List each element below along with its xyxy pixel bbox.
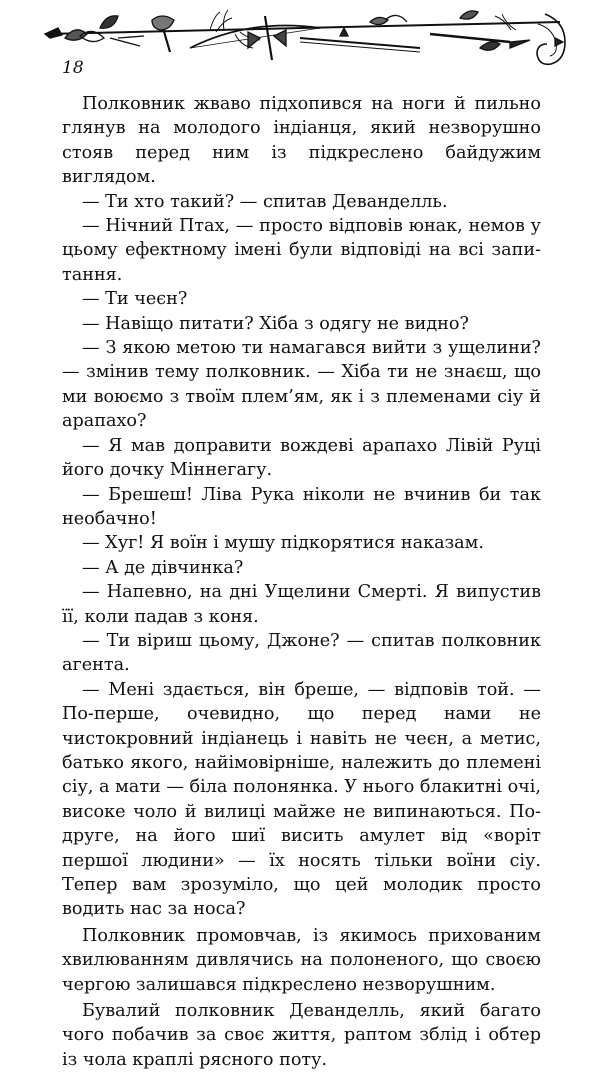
paragraph: — Хуг! Я воїн і мушу підкорятися наказам. (82, 533, 484, 554)
page-number: 18 (62, 58, 84, 78)
decorative-weapons-border-icon (40, 8, 580, 70)
paragraph: Полковник жваво підхопився на ноги й пильно глянув на молодого індіанця, який незворушно стояв перед ним із підкреслено байдужим виглядом. (62, 94, 541, 188)
paragraph: — Навіщо питати? Хіба з одягу не видно? (82, 313, 469, 334)
paragraph: — Ти хто такий? — спитав Деванделль. (82, 191, 448, 212)
paragraph: — Мені здається, він бреше, — відповів той. — По-перше, очевидно, що перед нами не чистокровний індіанець і навіть не чеєн, а метис, батько якого, найімовірніше, належить до племені сіу, а мати — біла полонянка. У нього блакитні очі, високе чоло й вилиці майже не випинаються. По-друге, на його шиї висить амулет від «воріт першої людини» — їх носять тільки воїни сіу. Тепер вам зрозуміло, що цей молодик просто водить нас за носа? (62, 679, 542, 920)
paragraph: Полковник промовчав, із якимось прихованим хвилюванням дивлячись на полоненого, що своєю чергою залишався підкреслено незворушним. (62, 925, 541, 995)
paragraph: — Ти віриш цьому, Джоне? — спитав полковник агента. (62, 630, 541, 676)
paragraph: — З якою метою ти намагався вийти з ущелини? — змінив тему полковник. — Хіба ти не знаєш, що ми воюємо з твоїм плем’ям, як і з племенами сіу й арапахо? (62, 338, 541, 432)
paragraph: — Ти чеєн? (82, 289, 188, 310)
body-text (62, 92, 541, 1072)
paragraph: Бувалий полковник Деванделль, який багато чого побачив за своє життя, раптом зблід і обтер із чола краплі рясного поту. (62, 1001, 541, 1070)
paragraph: — Напевно, на дні Ущелини Смерті. Я випустив її, коли падав з коня. (62, 582, 541, 627)
paragraph: — Брешеш! Ліва Рука ніколи не вчинив би так необачно! (62, 484, 541, 529)
paragraph: — Нічний Птах, — просто відповів юнак, немов у цьому ефектному імені були відповіді на всі запитання. (62, 216, 541, 285)
paragraph: — Я мав доправити вождеві арапахо Лівій Руці його дочку Міннегагу. (62, 435, 541, 481)
paragraph: — А де дівчинка? (82, 557, 244, 578)
